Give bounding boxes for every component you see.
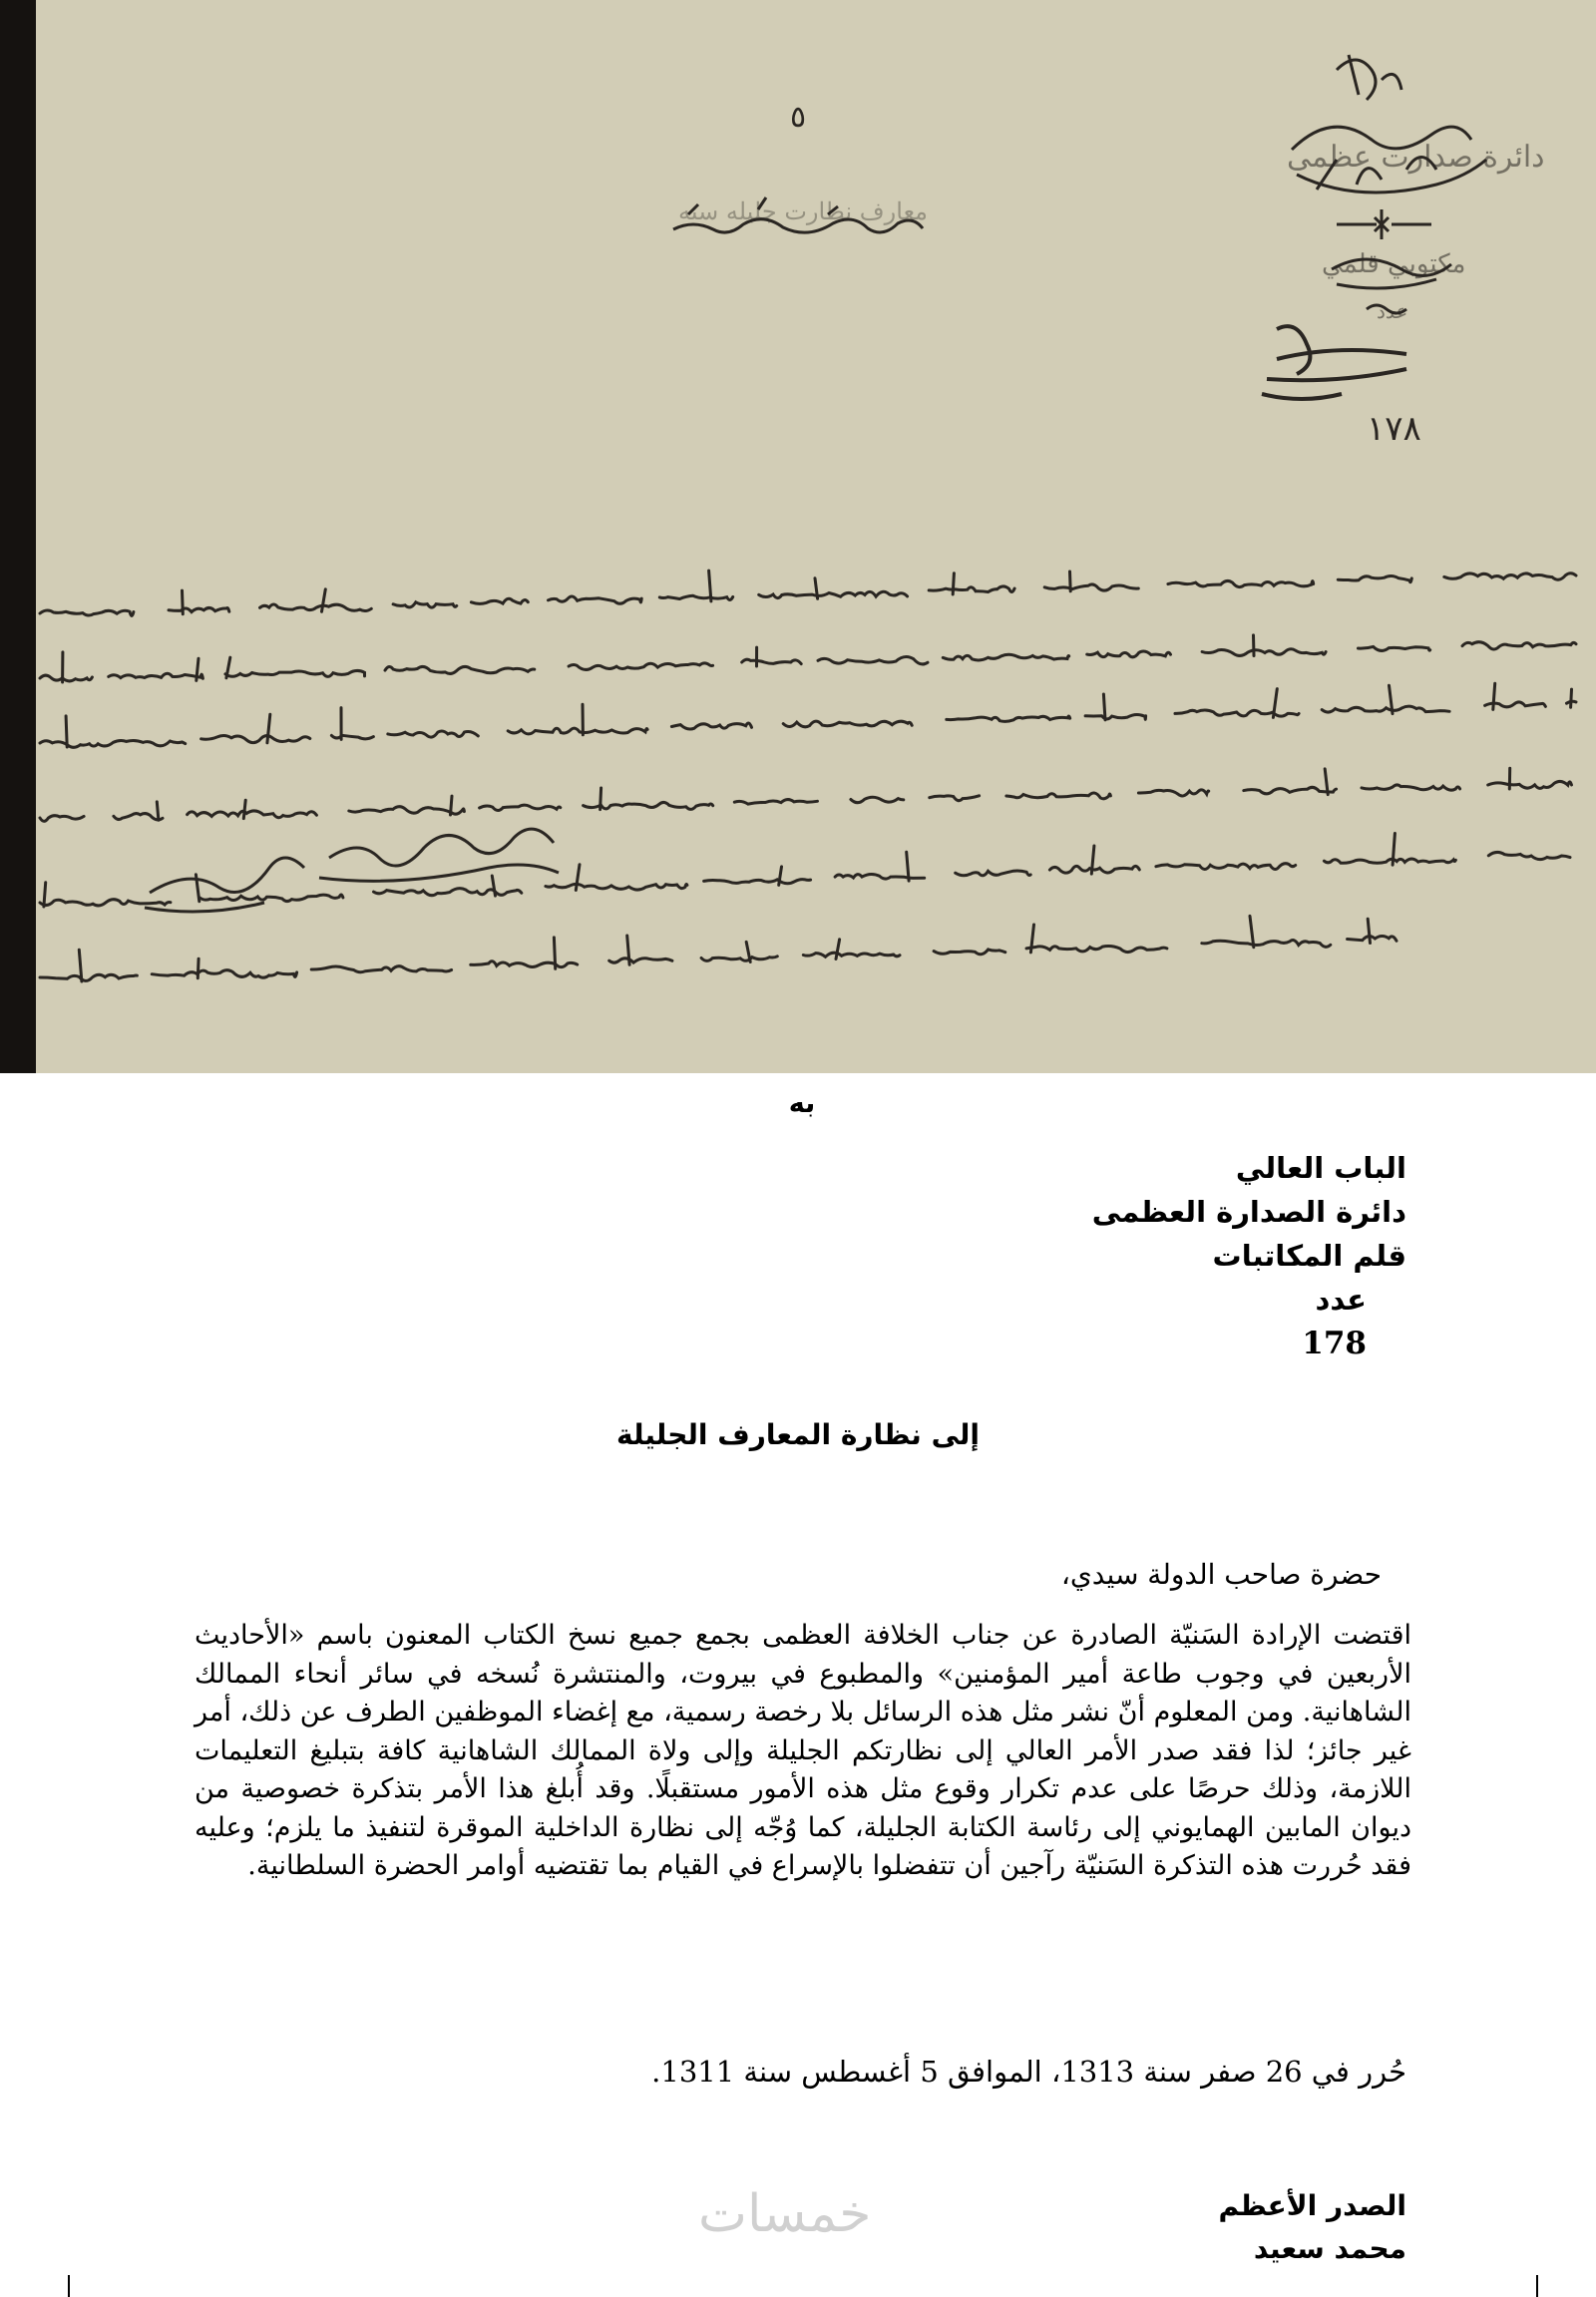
stamp-line-3: مكتوبي قلمي [1322,249,1465,279]
invocation: به [778,1088,826,1119]
letterhead [1092,1146,1406,1365]
letterhead-line-3: قلم المكاتبات [1092,1234,1406,1278]
addressee: إلى نظارة المعارف الجليلة [0,1418,1596,1451]
stamp-line-1 [1317,45,1415,70]
letterhead-line-2: دائرة الصدارة العظمى [1092,1190,1406,1234]
recipient-line: معارف نظارت جليله سنه [678,197,928,225]
handwriting-stroke [66,716,67,747]
date-line: حُرر في 26 صفر سنة 1313، الموافق 5 أغسطس سنة 1311. [651,2055,1406,2089]
handwriting-stroke [44,883,46,907]
handwriting-stroke [953,574,954,594]
watermark-logo: خمسات [698,2184,871,2244]
handwriting-stroke [1493,683,1495,709]
letter-body: اقتضت الإرادة السَنيّة الصادرة عن جناب الخلافة العظمى بجمع جميع نسخ الكتاب المعنون باسم «الأحاديث الأربعين في وجوب طاعة أمير المؤمنين» والمطبوع في بيروت، والمنتشرة نُسخه في سائر أنحاء الممالك الشاهانية. ومن المعلوم أنّ نشر مثل هذه الرسائل بلا رخصة رسمية، مع إغضاء الموظفين الطرف عن ذلك، أمر غير جائز؛ لذا فقد صدر الأمر العالي إلى نظارتكم الجليلة وإلى ولاة الممالك الشاهانية كافة بتبليغ التعليمات اللازمة، وذلك حرصًا على عدم تكرار وقوع مثل هذه الأمور مستقبلًا. وقد أُبلغ هذا الأمر بتذكرة خصوصية من ديوان المابين الهمايوني إلى رئاسة الكتابة الجليلة، كما وُجّه إلى نظارة الداخلية الموقرة لتنفيذ ما يلزم؛ وعليه فقد حُررت هذه التذكرة السَنيّة رآجين أن تتفضلوا بالإسراع في القيام بما تقتضيه أوامر الحضرة السلطانية. [195,1617,1411,1886]
handwriting-stroke [1254,635,1255,656]
handwriting-stroke [451,796,453,815]
signature-block [1218,2184,1406,2270]
count-label: عدد [1092,1278,1406,1322]
count-number: 178 [1092,1322,1406,1365]
stamp-line-4: عدد [1377,299,1407,323]
signature-title: الصدر الأعظم [1218,2184,1406,2227]
manuscript-scan [0,0,1596,1073]
handwriting-stroke [183,590,184,614]
letterhead-line-1: الباب العالي [1092,1146,1406,1190]
handwriting-stroke [1571,689,1572,707]
greeting: حضرة صاحب الدولة سيدي، [1061,1558,1382,1591]
handwriting-stroke [1070,572,1071,591]
signature-name: محمد سعيد [1218,2227,1406,2270]
handwriting-stroke [198,958,199,978]
stamp-line-2: دائرة صدارت عظمى [1287,140,1545,175]
transcription [0,1073,1596,2294]
handwriting-stroke [600,788,601,810]
handwriting-stroke [554,938,555,968]
handwriting-stroke [1103,694,1105,720]
handwriting-stroke [157,802,159,820]
handwriting-stroke [243,800,245,818]
page-number: ٥ [790,100,806,135]
register-number: ١٧٨ [1367,409,1421,449]
